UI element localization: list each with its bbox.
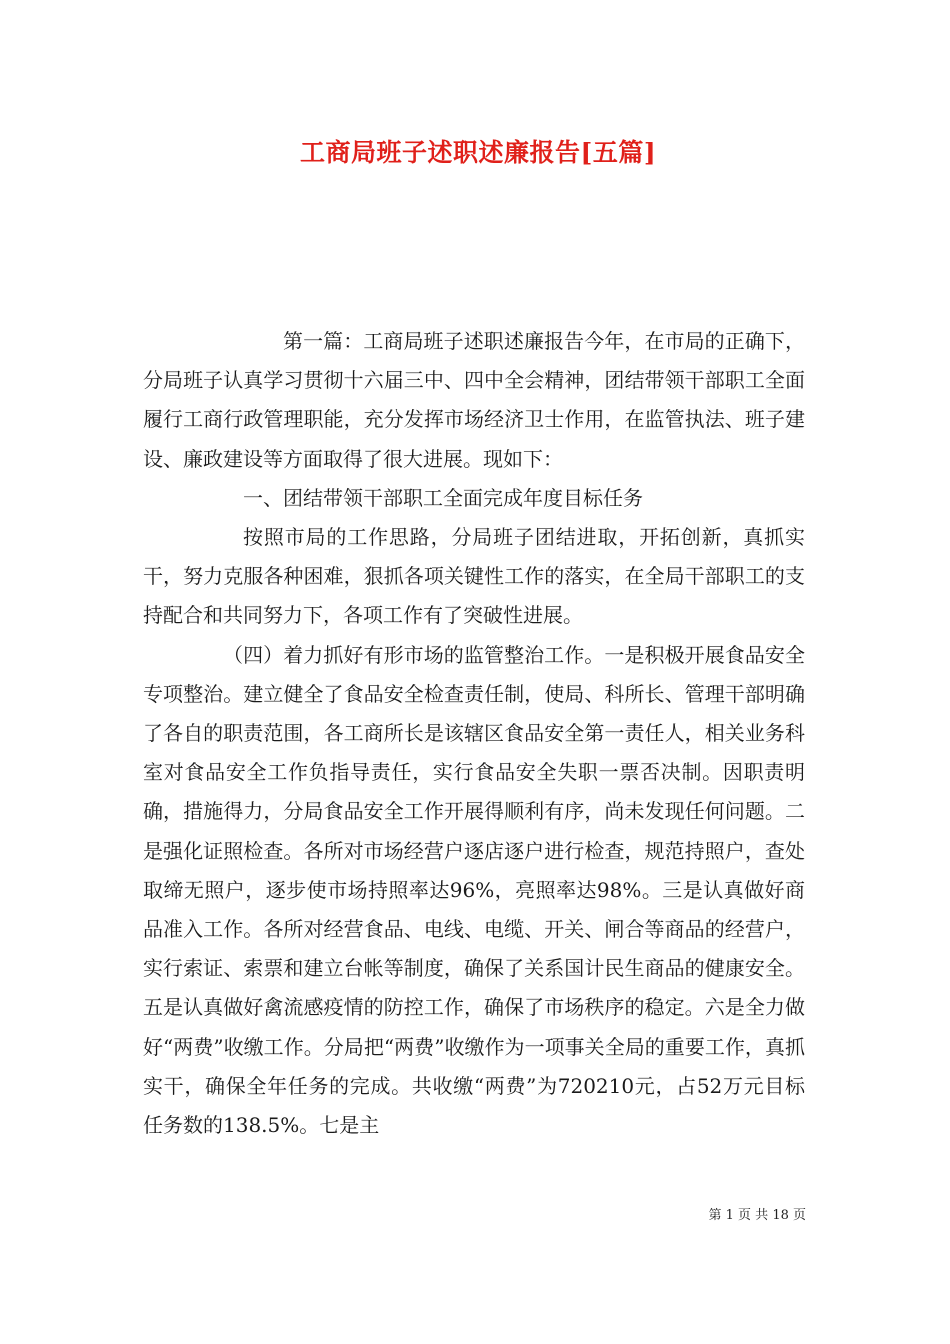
body-paragraph: （四）着力抓好有形市场的监管整治工作。一是积极开展食品安全专项整治。建立健全了食品安全检查责任制，使局、科所长、管理干部明确了各自的职责范围，各工商所长是该辖区食品安全第一责任人，相关业务科室对食品安全工作负指导责任，实行食品安全失职一票否决制。因职责明确，措施得力，分局食品安全工作开展得顺利有序，尚未发现任何问题。二是强化证照检查。各所对市场经营户逐店逐户进行检查，规范持照户，查处取缔无照户，逐步使市场持照率达96%，亮照率达98%。三是认真做好商品准入工作。各所对经营食品、电线、电缆、开关、闸合等商品的经营户，实行索证、索票和建立台帐等制度，确保了关系国计民生商品的健康安全。五是认真做好禽流感疫情的防控工作，确保了市场秩序的稳定。六是全力做好“两费”收缴工作。分局把“两费”收缴作为一项事关全局的重要工作，真抓实干，确保全年任务的完成。共收缴“两费”为720210元，占52万元目标任务数的138.5%。七是主	[143, 642, 805, 1138]
document-body	[143, 322, 805, 1145]
body-paragraph: 按照市局的工作思路，分局班子团结进取，开拓创新，真抓实干，努力克服各种困难，狠抓各项关键性工作的落实，在全局干部职工的支持配合和共同努力下，各项工作有了突破性进展。	[143, 525, 805, 628]
document-title: 工商局班子述职述廉报告[五篇]	[300, 138, 657, 167]
section-heading: 一、团结带领干部职工全面完成年度目标任务	[243, 485, 643, 510]
page-number-footer: 第 1 页 共 18 页	[708, 1208, 806, 1223]
intro-paragraph: 第一篇：工商局班子述职述廉报告今年，在市局的正确下，分局班子认真学习贯彻十六届三中、四中全会精神，团结带领干部职工全面履行工商行政管理职能，充分发挥市场经济卫士作用，在监管执法、班子建设、廉政建设等方面取得了很大进展。现如下：	[143, 329, 805, 471]
